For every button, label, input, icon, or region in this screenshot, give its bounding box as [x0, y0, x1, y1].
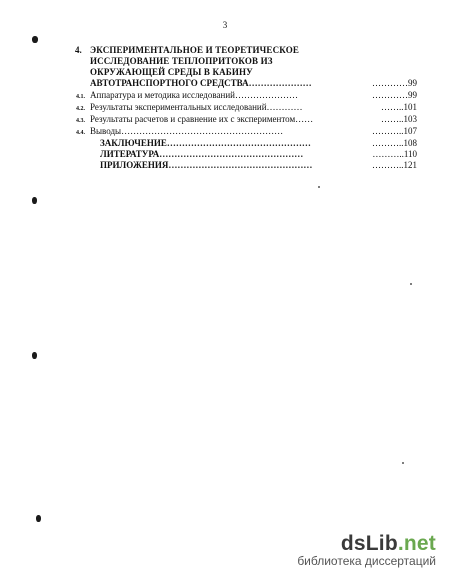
scan-speck [402, 462, 404, 464]
section-number: 4.2. [76, 106, 85, 112]
chapter-title-line: ОКРУЖАЮЩЕЙ СРЕДЫ В КАБИНУ [90, 67, 253, 77]
backmatter-page: ………..108 [372, 138, 417, 148]
backmatter-title: ПРИЛОЖЕНИЯ………………………………………… [100, 160, 313, 170]
section-page: ……..103 [381, 114, 417, 124]
chapter-title-line: ИССЛЕДОВАНИЕ ТЕПЛОПРИТОКОВ ИЗ [90, 56, 273, 66]
chapter-title-line: ЭКСПЕРИМЕНТАЛЬНОЕ И ТЕОРЕТИЧЕСКОЕ [90, 45, 299, 55]
section-page: ………..107 [372, 126, 417, 136]
section-title: Результаты расчетов и сравнение их с экспериментом…… [90, 114, 314, 124]
section-number: 4.3. [76, 118, 85, 124]
dslib-logo: dsLib.net [340, 532, 436, 555]
page-number: 3 [222, 20, 228, 30]
scan-hole-mark [36, 515, 41, 522]
chapter-title-line: АВТОТРАНСПОРТНОГО СРЕДСТВА………………… [90, 78, 312, 88]
section-title: Выводы……………………………………………… [90, 126, 284, 136]
backmatter-title: ЛИТЕРАТУРА………………………………………… [100, 149, 304, 159]
chapter-number: 4. [75, 45, 82, 55]
section-title: Результаты экспериментальных исследований………… [90, 102, 303, 112]
scan-hole-mark [32, 197, 37, 204]
scan-speck [318, 186, 320, 188]
watermark-subtitle: библиотека диссертаций [297, 554, 436, 568]
backmatter-page: ………..121 [372, 160, 417, 170]
section-number: 4.4. [76, 130, 85, 136]
scan-speck [410, 283, 412, 285]
section-title: Аппаратура и методика исследований………………… [90, 90, 298, 100]
scan-hole-mark [32, 352, 37, 359]
watermark [297, 532, 436, 568]
scan-hole-mark [32, 36, 38, 43]
chapter-page: …………99 [372, 78, 417, 88]
section-page: …………99 [372, 90, 417, 100]
backmatter-title: ЗАКЛЮЧЕНИЕ………………………………………… [100, 138, 311, 148]
section-number: 4.1. [76, 94, 85, 100]
section-page: ……..101 [381, 102, 417, 112]
backmatter-page: ………..110 [372, 149, 417, 159]
